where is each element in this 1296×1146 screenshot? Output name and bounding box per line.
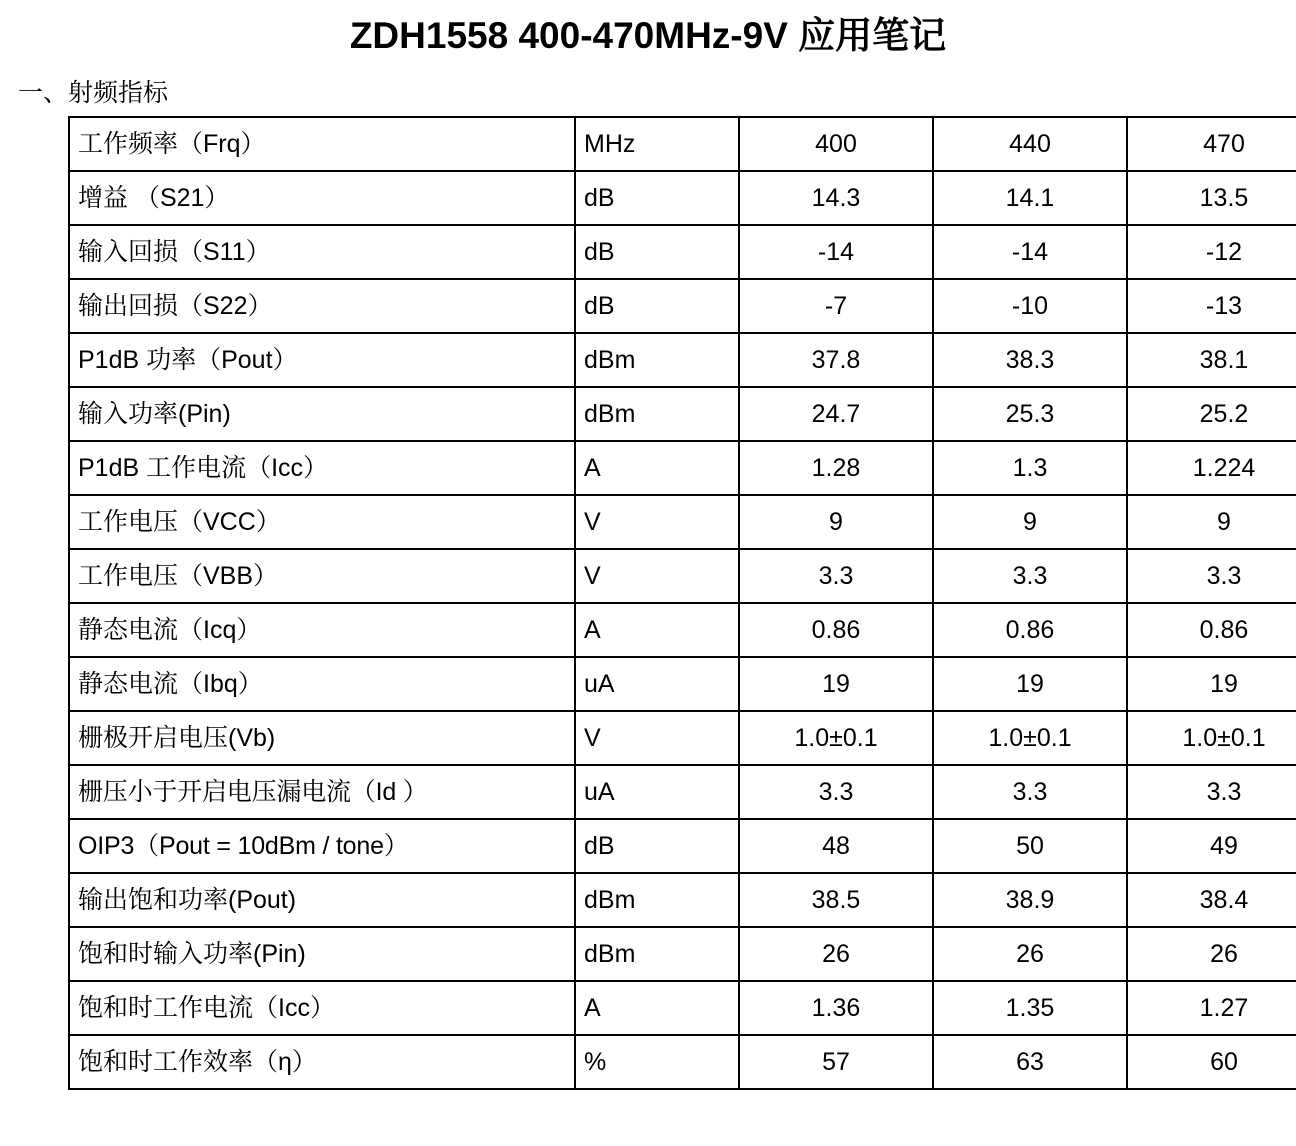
cell-param: 栅极开启电压(Vb) bbox=[69, 711, 575, 765]
cell-value-470: 1.224 bbox=[1127, 441, 1296, 495]
cell-unit: dB bbox=[575, 819, 739, 873]
cell-value-400: 19 bbox=[739, 657, 933, 711]
cell-value-400: 14.3 bbox=[739, 171, 933, 225]
cell-value-470: 25.2 bbox=[1127, 387, 1296, 441]
document-page bbox=[0, 14, 1296, 1146]
cell-value-440: -10 bbox=[933, 279, 1127, 333]
table-row bbox=[69, 117, 1296, 171]
table-body bbox=[69, 117, 1296, 1089]
cell-unit: dBm bbox=[575, 873, 739, 927]
cell-unit: dB bbox=[575, 171, 739, 225]
cell-value-400: 9 bbox=[739, 495, 933, 549]
table-row bbox=[69, 819, 1296, 873]
cell-unit: V bbox=[575, 711, 739, 765]
cell-unit: MHz bbox=[575, 117, 739, 171]
cell-value-400: 1.28 bbox=[739, 441, 933, 495]
table-row bbox=[69, 711, 1296, 765]
cell-param: OIP3（Pout = 10dBm / tone） bbox=[69, 819, 575, 873]
cell-value-440: 0.86 bbox=[933, 603, 1127, 657]
table-row bbox=[69, 387, 1296, 441]
cell-value-440: 63 bbox=[933, 1035, 1127, 1089]
cell-value-470: 13.5 bbox=[1127, 171, 1296, 225]
cell-unit: % bbox=[575, 1035, 739, 1089]
cell-value-440: -14 bbox=[933, 225, 1127, 279]
cell-unit: dBm bbox=[575, 927, 739, 981]
cell-value-440: 3.3 bbox=[933, 765, 1127, 819]
cell-unit: dB bbox=[575, 279, 739, 333]
table-row bbox=[69, 927, 1296, 981]
cell-value-400: 37.8 bbox=[739, 333, 933, 387]
cell-param: 饱和时工作电流（Icc） bbox=[69, 981, 575, 1035]
cell-param: 输出饱和功率(Pout) bbox=[69, 873, 575, 927]
cell-value-440: 3.3 bbox=[933, 549, 1127, 603]
table-row bbox=[69, 279, 1296, 333]
cell-value-440: 19 bbox=[933, 657, 1127, 711]
cell-value-470: 1.27 bbox=[1127, 981, 1296, 1035]
cell-value-400: 57 bbox=[739, 1035, 933, 1089]
cell-value-400: 48 bbox=[739, 819, 933, 873]
cell-value-470: 19 bbox=[1127, 657, 1296, 711]
table-row bbox=[69, 225, 1296, 279]
cell-value-470: 1.0±0.1 bbox=[1127, 711, 1296, 765]
cell-value-440: 1.35 bbox=[933, 981, 1127, 1035]
cell-value-440: 50 bbox=[933, 819, 1127, 873]
cell-value-470: 470 bbox=[1127, 117, 1296, 171]
cell-unit: dBm bbox=[575, 387, 739, 441]
cell-unit: dBm bbox=[575, 333, 739, 387]
cell-value-440: 26 bbox=[933, 927, 1127, 981]
table-row bbox=[69, 873, 1296, 927]
table-row bbox=[69, 603, 1296, 657]
cell-value-440: 440 bbox=[933, 117, 1127, 171]
cell-value-440: 1.3 bbox=[933, 441, 1127, 495]
cell-value-400: 3.3 bbox=[739, 549, 933, 603]
cell-value-470: 3.3 bbox=[1127, 549, 1296, 603]
cell-value-400: 1.36 bbox=[739, 981, 933, 1035]
cell-param: P1dB 功率（Pout） bbox=[69, 333, 575, 387]
cell-param: 工作电压（VBB） bbox=[69, 549, 575, 603]
cell-unit: V bbox=[575, 549, 739, 603]
cell-param: 输入回损（S11） bbox=[69, 225, 575, 279]
cell-unit: V bbox=[575, 495, 739, 549]
cell-param: 输出回损（S22） bbox=[69, 279, 575, 333]
table-row bbox=[69, 333, 1296, 387]
cell-value-400: 24.7 bbox=[739, 387, 933, 441]
cell-value-470: 38.1 bbox=[1127, 333, 1296, 387]
cell-param: 静态电流（Icq） bbox=[69, 603, 575, 657]
cell-param: 工作电压（VCC） bbox=[69, 495, 575, 549]
cell-value-440: 1.0±0.1 bbox=[933, 711, 1127, 765]
cell-unit: A bbox=[575, 981, 739, 1035]
rf-spec-table bbox=[68, 116, 1296, 1090]
cell-value-470: 26 bbox=[1127, 927, 1296, 981]
cell-value-440: 38.3 bbox=[933, 333, 1127, 387]
cell-value-400: 0.86 bbox=[739, 603, 933, 657]
cell-param: 栅压小于开启电压漏电流（Id ） bbox=[69, 765, 575, 819]
cell-param: 输入功率(Pin) bbox=[69, 387, 575, 441]
cell-value-400: 400 bbox=[739, 117, 933, 171]
cell-value-470: 3.3 bbox=[1127, 765, 1296, 819]
cell-unit: uA bbox=[575, 765, 739, 819]
cell-value-400: -7 bbox=[739, 279, 933, 333]
cell-value-470: 60 bbox=[1127, 1035, 1296, 1089]
cell-param: P1dB 工作电流（Icc） bbox=[69, 441, 575, 495]
cell-unit: A bbox=[575, 441, 739, 495]
cell-param: 饱和时工作效率（η） bbox=[69, 1035, 575, 1089]
section-heading-rf-specs: 一、射频指标 bbox=[18, 79, 169, 108]
cell-value-470: -12 bbox=[1127, 225, 1296, 279]
table-row bbox=[69, 549, 1296, 603]
cell-unit: dB bbox=[575, 225, 739, 279]
table-row bbox=[69, 495, 1296, 549]
cell-value-470: -13 bbox=[1127, 279, 1296, 333]
table-row bbox=[69, 441, 1296, 495]
table-row bbox=[69, 1035, 1296, 1089]
cell-param: 增益 （S21） bbox=[69, 171, 575, 225]
cell-value-400: 1.0±0.1 bbox=[739, 711, 933, 765]
cell-value-470: 0.86 bbox=[1127, 603, 1296, 657]
cell-value-440: 14.1 bbox=[933, 171, 1127, 225]
page-title: ZDH1558 400-470MHz-9V 应用笔记 bbox=[349, 15, 947, 56]
cell-value-470: 9 bbox=[1127, 495, 1296, 549]
cell-unit: A bbox=[575, 603, 739, 657]
cell-param: 工作频率（Frq） bbox=[69, 117, 575, 171]
cell-value-400: 38.5 bbox=[739, 873, 933, 927]
cell-value-400: -14 bbox=[739, 225, 933, 279]
cell-unit: uA bbox=[575, 657, 739, 711]
cell-value-400: 26 bbox=[739, 927, 933, 981]
cell-value-440: 38.9 bbox=[933, 873, 1127, 927]
cell-value-440: 9 bbox=[933, 495, 1127, 549]
table-row bbox=[69, 657, 1296, 711]
cell-param: 静态电流（Ibq） bbox=[69, 657, 575, 711]
cell-value-470: 38.4 bbox=[1127, 873, 1296, 927]
table-row bbox=[69, 171, 1296, 225]
table-row bbox=[69, 981, 1296, 1035]
cell-value-470: 49 bbox=[1127, 819, 1296, 873]
table-row bbox=[69, 765, 1296, 819]
cell-param: 饱和时输入功率(Pin) bbox=[69, 927, 575, 981]
cell-value-400: 3.3 bbox=[739, 765, 933, 819]
cell-value-440: 25.3 bbox=[933, 387, 1127, 441]
